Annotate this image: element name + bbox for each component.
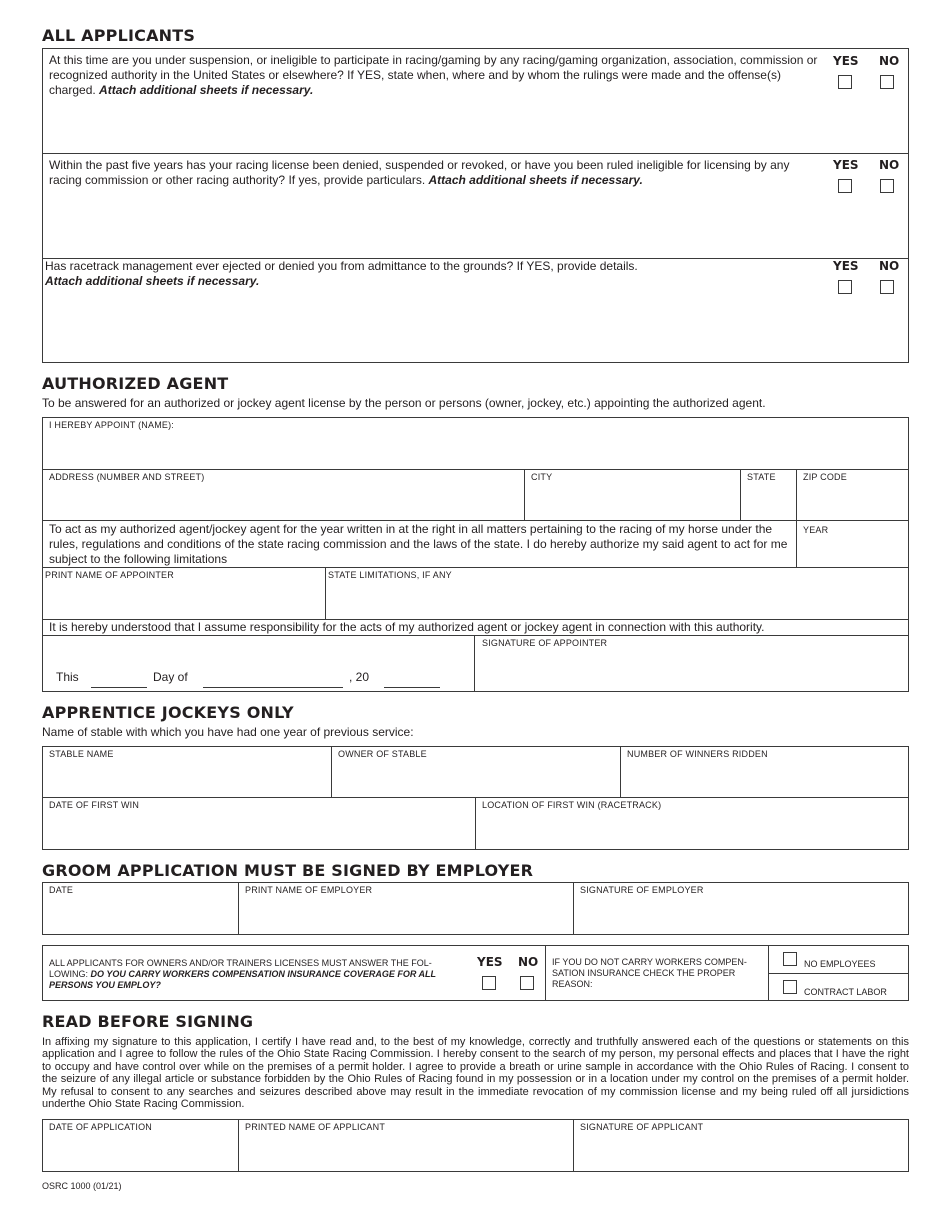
print-name-appointer-label: PRINT NAME OF APPOINTER: [45, 570, 174, 580]
first-win-location-label: LOCATION OF FIRST WIN (RACETRACK): [482, 800, 662, 810]
divider: [42, 153, 909, 154]
year-prefix-label: , 20: [349, 670, 370, 684]
section-title-groom: GROOM APPLICATION MUST BE SIGNED BY EMPLOYER: [42, 861, 534, 880]
divider: [42, 520, 909, 521]
question-3-text: Has racetrack management ever ejected or denied you from admittance to the grounds? If YES, provide details.: [45, 259, 638, 273]
signed-year-field[interactable]: [384, 670, 440, 688]
limitations-field[interactable]: [326, 582, 908, 618]
question-1: [49, 53, 821, 98]
applicant-signature-field[interactable]: [574, 1134, 908, 1171]
first-win-date-label: DATE OF FIRST WIN: [49, 800, 140, 810]
section-title-all-applicants: ALL APPLICANTS: [42, 26, 196, 45]
state-field[interactable]: [741, 484, 795, 519]
employer-signature-field[interactable]: [574, 897, 908, 934]
q3-yes-checkbox[interactable]: [838, 280, 852, 294]
employer-signature-label: SIGNATURE OF EMPLOYER: [580, 885, 704, 895]
divider: [768, 973, 909, 974]
section-title-authorized-agent: AUTHORIZED AGENT: [42, 374, 229, 393]
question-2-text: Within the past five years has your racing license been denied, suspended or revoked, or have you been ruled ineligible for licensing by any racing commission or other racing authority? If yes, provide particulars.: [49, 158, 790, 187]
section-title-apprentice: APPRENTICE JOCKEYS ONLY: [42, 703, 294, 722]
groom-date-field[interactable]: [43, 897, 237, 934]
state-label: STATE: [747, 472, 776, 482]
responsibility-text: It is hereby understood that I assume responsibility for the acts of my authorized agent or jockey agent in connection with this authority.: [49, 620, 765, 634]
wc-no-checkbox[interactable]: [520, 976, 534, 990]
contract-labor-label: CONTRACT LABOR: [804, 987, 887, 997]
q3-yes-label: YES: [833, 259, 859, 273]
stable-name-field[interactable]: [43, 761, 330, 796]
q1-yes-checkbox[interactable]: [838, 75, 852, 89]
applicant-name-label: PRINTED NAME OF APPLICANT: [245, 1122, 386, 1132]
divider: [545, 945, 546, 1001]
q2-answer-area[interactable]: [43, 192, 823, 257]
city-field[interactable]: [525, 484, 739, 519]
workers-comp-reason-text: IF YOU DO NOT CARRY WORKERS COMPEN-SATION INSURANCE CHECK THE PROPER REASON:: [552, 957, 747, 989]
winners-label: NUMBER OF WINNERS RIDDEN: [627, 749, 768, 759]
year-field[interactable]: [797, 537, 908, 566]
wc-yes-checkbox[interactable]: [482, 976, 496, 990]
q3-no-label: NO: [879, 259, 900, 273]
first-win-location-field[interactable]: [476, 812, 908, 849]
q1-no-checkbox[interactable]: [880, 75, 894, 89]
q2-no-label: NO: [879, 158, 900, 172]
q1-answer-area[interactable]: [43, 100, 823, 152]
applicant-name-field[interactable]: [239, 1134, 572, 1171]
authorized-agent-subtitle: To be answered for an authorized or jockey agent license by the person or persons (owner, jockey, etc.) appointing the authorized agent.: [42, 396, 766, 410]
print-name-appointer-field[interactable]: [43, 582, 324, 618]
employer-name-field[interactable]: [239, 897, 572, 934]
appoint-name-field[interactable]: [43, 432, 908, 468]
apprentice-subtitle: Name of stable with which you have had one year of previous service:: [42, 725, 414, 739]
application-date-label: DATE OF APPLICATION: [49, 1122, 152, 1132]
section-title-read-before-signing: READ BEFORE SIGNING: [42, 1012, 254, 1031]
month-field[interactable]: [203, 670, 343, 688]
wc-yes-label: YES: [477, 955, 503, 969]
this-label: This: [56, 670, 79, 684]
zip-label: ZIP CODE: [803, 472, 847, 482]
question-2: [49, 158, 821, 188]
day-field[interactable]: [91, 670, 147, 688]
zip-field[interactable]: [797, 484, 908, 519]
address-label: ADDRESS (NUMBER AND STREET): [49, 472, 205, 482]
owner-field[interactable]: [332, 761, 619, 796]
address-field[interactable]: [43, 484, 523, 519]
q3-answer-area[interactable]: [43, 292, 823, 362]
q1-no-label: NO: [879, 54, 900, 68]
appoint-name-label: I HEREBY APPOINT (NAME):: [49, 420, 174, 430]
employer-name-label: PRINT NAME OF EMPLOYER: [245, 885, 373, 895]
divider: [42, 469, 909, 470]
limitations-label: STATE LIMITATIONS, IF ANY: [328, 570, 452, 580]
applicant-signature-label: SIGNATURE OF APPLICANT: [580, 1122, 704, 1132]
divider: [42, 567, 909, 568]
wc-no-label: NO: [518, 955, 539, 969]
authorization-text: To act as my authorized agent/jockey agent for the year written in at the right in all matters pertaining to the racing of my horse under the rules, regulations and conditions of the state racing commission and the laws of the state. I do hereby authorize my said agent to act for me subject to the following limitations: [49, 522, 788, 566]
question-1-text: At this time are you under suspension, or ineligible to participate in racing/gaming by any racing/gaming organization, association, commission or recognized authority in the United States or elsewhere? If YES, state when, where and by whom the rulings were made and the offense(s) charged.: [49, 53, 818, 97]
application-date-field[interactable]: [43, 1134, 237, 1171]
question-1-note: Attach additional sheets if necessary.: [99, 83, 314, 97]
q2-yes-checkbox[interactable]: [838, 179, 852, 193]
workers-comp-question: [49, 958, 447, 991]
owner-label: OWNER OF STABLE: [338, 749, 427, 759]
no-employees-label: NO EMPLOYEES: [804, 959, 876, 969]
question-3: [45, 259, 817, 289]
groom-date-label: DATE: [49, 885, 74, 895]
q1-yes-label: YES: [833, 54, 859, 68]
no-employees-checkbox[interactable]: [783, 952, 797, 966]
question-2-note: Attach additional sheets if necessary.: [428, 173, 643, 187]
divider: [42, 635, 909, 636]
day-of-label: Day of: [153, 670, 188, 684]
city-label: CITY: [531, 472, 553, 482]
winners-field[interactable]: [621, 761, 908, 796]
first-win-date-field[interactable]: [43, 812, 474, 849]
stable-name-label: STABLE NAME: [49, 749, 114, 759]
workers-comp-question-bold: DO YOU CARRY WORKERS COMPENSATION INSURANCE COVERAGE FOR ALL PERSONS YOU EMPLOY?: [49, 969, 436, 990]
question-3-note: Attach additional sheets if necessary.: [45, 274, 260, 288]
appointer-signature-field[interactable]: [475, 650, 908, 691]
workers-comp-question-prefix: ALL APPLICANTS FOR OWNERS AND/OR TRAINERS LICENSES MUST ANSWER THE FOL-LOWING:: [49, 958, 432, 979]
q2-no-checkbox[interactable]: [880, 179, 894, 193]
q2-yes-label: YES: [833, 158, 859, 172]
year-label: YEAR: [803, 525, 829, 535]
contract-labor-checkbox[interactable]: [783, 980, 797, 994]
appointer-signature-label: SIGNATURE OF APPOINTER: [482, 638, 608, 648]
q3-no-checkbox[interactable]: [880, 280, 894, 294]
form-id: OSRC 1000 (01/21): [42, 1181, 122, 1191]
certification-paragraph: In affixing my signature to this application, I certify I have read and, to the best of my knowledge, correctly and truthfully answered each of the questions or statements on this application and I agree to follow the rules of the Ohio State Racing Commission. I hereby consent to the search of my person, my personal effects and places that I have the right to occupy and have control over while on the premises of a permit holder. I agree to provide a breath or urine sample in accordance with the Ohio Rules of Racing. I consent to the seizure of any illegal article or substance forbidden by the Ohio Rules of Racing found in my possession or in a location under my control on the premises of a permit holder. My refusal to consent to any searches and seizures described above may result in the immediate revocation of my commission license and my being ruled off all jursidictions underthe Ohio State Racing Commission.: [42, 1036, 909, 1111]
